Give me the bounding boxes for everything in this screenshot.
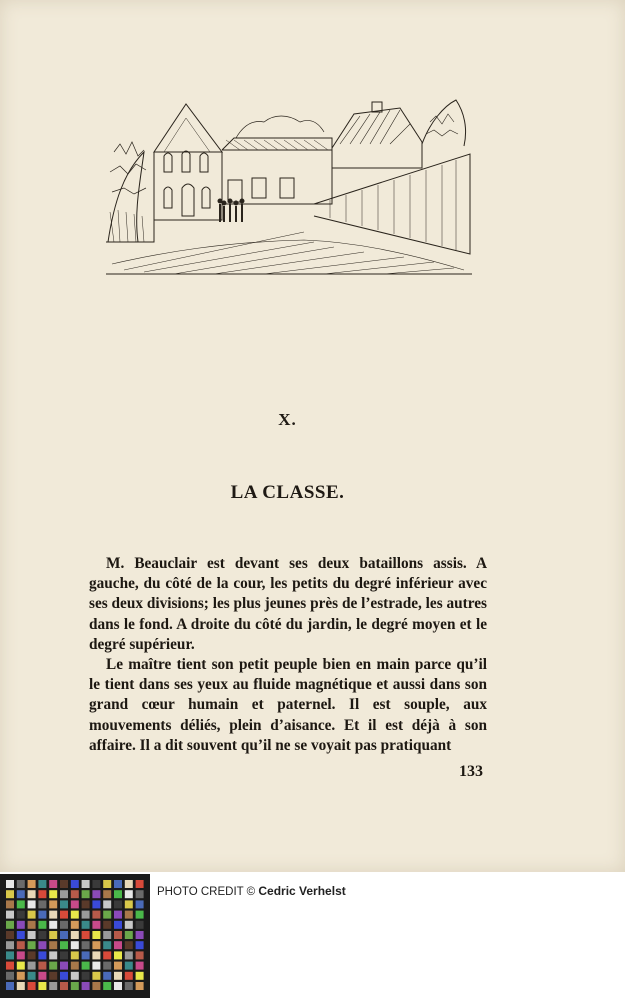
color-swatch (38, 890, 46, 898)
color-swatch (103, 880, 111, 888)
color-swatch (49, 951, 57, 959)
color-swatch (114, 890, 122, 898)
color-swatch (114, 921, 122, 929)
photo-credit (157, 884, 346, 898)
color-swatch (125, 951, 133, 959)
color-swatch (92, 911, 100, 919)
color-swatch (125, 900, 133, 908)
color-swatch (38, 982, 46, 990)
color-swatch (6, 931, 14, 939)
color-swatch (28, 982, 36, 990)
color-swatch (17, 962, 25, 970)
color-swatch (60, 880, 68, 888)
paragraph: M. Beauclair est devant ses deux bataillons assis. A gauche, du côté de la cour, les petits du degré inférieur avec ses deux divisions; les plus jeunes près de l’estrade, les autres dans le fond. A droite du côté du jardin, le degré moyen et le degré supérieur. (89, 555, 487, 653)
color-swatch (114, 951, 122, 959)
color-swatch (136, 890, 144, 898)
color-swatch (92, 890, 100, 898)
color-swatch (114, 900, 122, 908)
color-swatch (92, 931, 100, 939)
color-calibration-card (0, 874, 150, 998)
color-swatch (71, 911, 79, 919)
color-swatch (60, 911, 68, 919)
color-swatch (6, 880, 14, 888)
color-swatch (17, 890, 25, 898)
color-swatch (92, 941, 100, 949)
color-swatch (71, 982, 79, 990)
color-swatch (71, 900, 79, 908)
color-swatch (17, 972, 25, 980)
color-swatch (49, 941, 57, 949)
color-swatch (82, 972, 90, 980)
color-swatch (6, 900, 14, 908)
page-number: 133 (459, 763, 483, 780)
color-swatch (71, 972, 79, 980)
color-swatch (38, 931, 46, 939)
color-swatch (71, 962, 79, 970)
color-swatch (125, 931, 133, 939)
color-swatch (125, 962, 133, 970)
color-swatch (28, 962, 36, 970)
color-swatch (60, 931, 68, 939)
color-swatch (17, 951, 25, 959)
color-swatch (71, 951, 79, 959)
color-swatch (103, 921, 111, 929)
color-swatch (92, 962, 100, 970)
color-swatch (17, 982, 25, 990)
color-swatch (49, 900, 57, 908)
color-swatch (38, 941, 46, 949)
color-swatch (82, 921, 90, 929)
credit-name: Cedric Verhelst (258, 884, 346, 898)
color-swatch (17, 880, 25, 888)
color-swatch (17, 941, 25, 949)
color-swatch (136, 900, 144, 908)
color-swatch (6, 982, 14, 990)
color-swatch (28, 931, 36, 939)
color-swatch (103, 962, 111, 970)
color-swatch (49, 911, 57, 919)
color-swatch (125, 880, 133, 888)
color-swatch (38, 900, 46, 908)
color-swatch (49, 931, 57, 939)
color-swatch (136, 880, 144, 888)
color-swatch (60, 941, 68, 949)
color-swatch (49, 962, 57, 970)
color-swatch (17, 900, 25, 908)
color-swatch (38, 972, 46, 980)
color-swatch (114, 941, 122, 949)
color-swatch (71, 890, 79, 898)
color-swatch (49, 890, 57, 898)
color-swatch (49, 921, 57, 929)
color-swatch (60, 982, 68, 990)
color-swatch (82, 900, 90, 908)
color-swatch (125, 921, 133, 929)
color-swatch (136, 982, 144, 990)
color-swatch (6, 921, 14, 929)
color-swatch (114, 880, 122, 888)
color-swatch (6, 941, 14, 949)
color-swatch (92, 880, 100, 888)
color-swatch (92, 900, 100, 908)
color-swatch (82, 880, 90, 888)
school-illustration (104, 92, 476, 282)
color-swatch (82, 911, 90, 919)
color-swatch (28, 880, 36, 888)
color-swatch (103, 982, 111, 990)
paragraph: Le maître tient son petit peuple bien en main parce qu’il le tient dans ses yeux au fluide magnétique et aussi dans son grand cœur humain et paternel. Il est souple, aux mouvements déliés, plein d’aisance. Et il est déjà à son affaire. Il a dit souvent qu’il ne se voyait pas pratiquant (89, 656, 487, 754)
color-swatch (136, 972, 144, 980)
chapter-number: X. (278, 410, 297, 429)
color-swatch (125, 982, 133, 990)
color-swatch (136, 911, 144, 919)
color-swatch (38, 880, 46, 888)
color-swatch (6, 890, 14, 898)
color-swatch (6, 962, 14, 970)
color-swatch (28, 900, 36, 908)
color-swatch (82, 890, 90, 898)
body-text (89, 554, 487, 756)
color-swatch (28, 890, 36, 898)
color-swatch (38, 962, 46, 970)
color-swatch (103, 972, 111, 980)
color-swatch (82, 931, 90, 939)
color-swatch (92, 951, 100, 959)
color-swatch (103, 951, 111, 959)
color-swatch (82, 951, 90, 959)
color-swatch (6, 972, 14, 980)
color-swatch (125, 911, 133, 919)
color-swatch (71, 880, 79, 888)
color-swatch (136, 921, 144, 929)
color-swatch (136, 962, 144, 970)
color-swatch (92, 982, 100, 990)
color-swatch (114, 972, 122, 980)
color-swatch (103, 911, 111, 919)
color-swatch (49, 982, 57, 990)
color-swatch (136, 931, 144, 939)
color-swatch (38, 921, 46, 929)
color-swatch (92, 972, 100, 980)
color-swatch (82, 962, 90, 970)
color-swatch (60, 921, 68, 929)
color-swatch (60, 951, 68, 959)
color-swatch (17, 921, 25, 929)
color-swatch (125, 972, 133, 980)
color-swatch (60, 962, 68, 970)
chapter-title: LA CLASSE. (230, 482, 345, 503)
credit-label: PHOTO CREDIT © (157, 886, 256, 898)
color-swatch (114, 931, 122, 939)
color-swatch (71, 941, 79, 949)
color-swatch (38, 951, 46, 959)
color-swatch (71, 921, 79, 929)
color-swatch (6, 951, 14, 959)
color-swatch (28, 972, 36, 980)
color-swatch (92, 921, 100, 929)
color-swatch (103, 941, 111, 949)
color-swatch (60, 972, 68, 980)
color-swatch (71, 931, 79, 939)
color-swatch (28, 951, 36, 959)
color-swatch (28, 921, 36, 929)
color-swatch (28, 941, 36, 949)
color-swatch (136, 941, 144, 949)
color-swatch (114, 911, 122, 919)
color-swatch (125, 890, 133, 898)
color-swatch (38, 911, 46, 919)
color-swatch (6, 911, 14, 919)
color-swatch (60, 900, 68, 908)
color-swatch (49, 972, 57, 980)
color-swatch (28, 911, 36, 919)
color-swatch (103, 900, 111, 908)
color-swatch (103, 890, 111, 898)
color-swatch (82, 982, 90, 990)
color-swatch (136, 951, 144, 959)
color-swatch (17, 931, 25, 939)
color-swatch (125, 941, 133, 949)
color-swatch (60, 890, 68, 898)
color-swatch (82, 941, 90, 949)
color-swatch (17, 911, 25, 919)
color-swatch (114, 982, 122, 990)
color-swatch (114, 962, 122, 970)
color-swatch (49, 880, 57, 888)
color-swatch (103, 931, 111, 939)
